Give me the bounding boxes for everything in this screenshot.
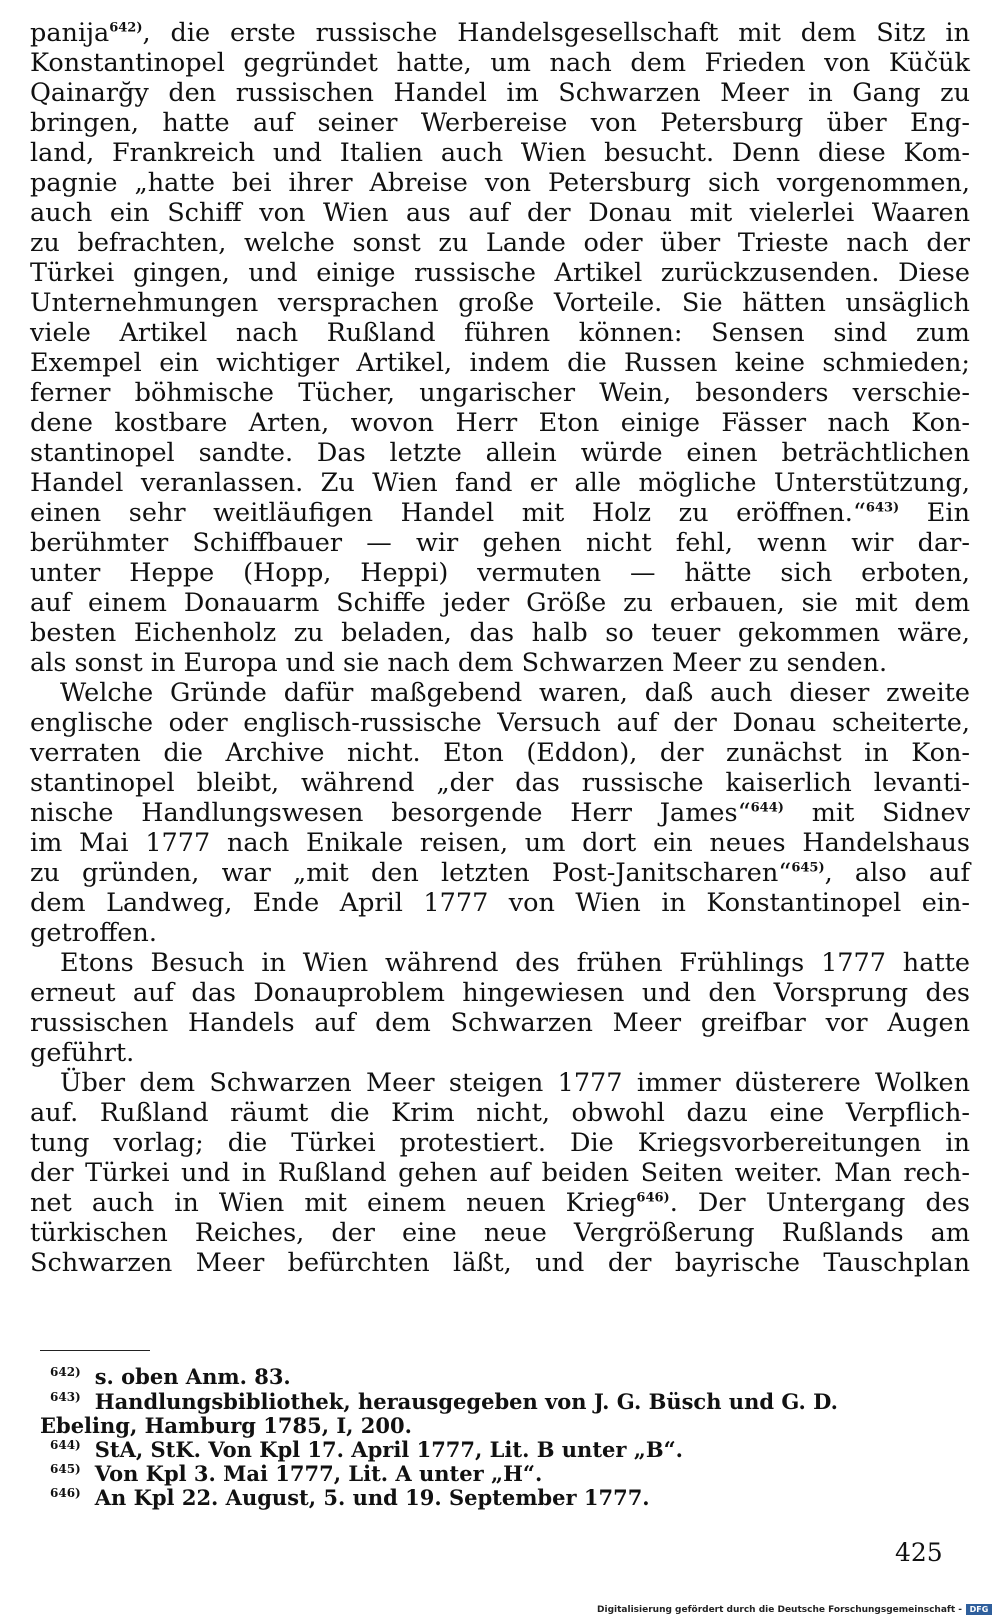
text-line: türkischen Reiches, der eine neue Vergrößerung Rußlands am xyxy=(30,1218,970,1248)
footnote-number: 643) xyxy=(50,1390,81,1404)
text-line: auch ein Schiff von Wien aus auf der Donau mit vielerlei Waaren xyxy=(30,198,970,228)
text-line: getroffen. xyxy=(30,918,157,948)
text-line: Etons Besuch in Wien während des frühen Frühlings 1777 hatte xyxy=(60,948,970,978)
footnote: $^{642)}$ s. oben Anm. 83. xyxy=(50,1364,291,1389)
document-page xyxy=(30,10,970,1610)
text-line: Exempel ein wichtiger Artikel, indem die Russen keine schmieden; xyxy=(30,348,970,378)
footnote-ref-642[interactable]: 642) xyxy=(109,20,143,36)
text-line: net auch in Wien mit einem neuen Krieg$^{646)}$. Der Untergang des xyxy=(30,1188,970,1218)
text-line: Türkei gingen, und einige russische Artikel zurückzusenden. Diese xyxy=(30,258,970,288)
text-line: Handel veranlassen. Zu Wien fand er alle mögliche Unterstützung, xyxy=(30,468,970,498)
text-line: nische Handlungswesen besorgende Herr James“$^{644)}$ mit Sidnev xyxy=(30,798,970,828)
footnote-divider xyxy=(40,1350,150,1351)
text-line: Über dem Schwarzen Meer steigen 1777 immer düsterere Wolken xyxy=(60,1068,970,1098)
page-number: 425 xyxy=(895,1538,943,1567)
text-line: zu befrachten, welche sonst zu Lande oder über Trieste nach der xyxy=(30,228,970,258)
footnote-continuation: Ebeling, Hamburg 1785, I, 200. xyxy=(40,1413,412,1438)
text-line: Konstantinopel gegründet hatte, um nach dem Frieden von Küčük xyxy=(30,48,970,78)
text-line: Welche Gründe dafür maßgebend waren, daß auch dieser zweite xyxy=(60,678,970,708)
text-line: dene kostbare Arten, wovon Herr Eton einige Fässer nach Kon- xyxy=(30,408,970,438)
dfg-logo: DFG xyxy=(966,1604,992,1615)
text-line: dem Landweg, Ende April 1777 von Wien in Konstantinopel ein- xyxy=(30,888,970,918)
text-line: zu gründen, war „mit den letzten Post-Janitscharen“$^{645)}$, also auf xyxy=(30,858,970,888)
text-line: stantinopel sandte. Das letzte allein würde einen beträchtlichen xyxy=(30,438,970,468)
footnote: $^{646)}$ An Kpl 22. August, 5. und 19. September 1777. xyxy=(50,1485,650,1510)
footnote: $^{645)}$ Von Kpl 3. Mai 1777, Lit. A unter „H“. xyxy=(50,1461,543,1486)
text-line: im Mai 1777 nach Enikale reisen, um dort ein neues Handelshaus xyxy=(30,828,970,858)
footnote: $^{643)}$ Handlungsbibliothek, herausgegeben von J. G. Büsch und G. D. xyxy=(50,1389,838,1414)
text-line: einen sehr weitläufigen Handel mit Holz zu eröffnen.“$^{643)}$ Ein xyxy=(30,498,970,528)
text-line: als sonst in Europa und sie nach dem Schwarzen Meer zu senden. xyxy=(30,648,888,678)
text-line: unter Heppe (Hopp, Heppi) vermuten — hätte sich erboten, xyxy=(30,558,970,588)
footnote-number: 645) xyxy=(50,1462,81,1476)
text-line: erneut auf das Donauproblem hingewiesen und den Vorsprung des xyxy=(30,978,970,1008)
text-line: russischen Handels auf dem Schwarzen Meer greifbar vor Augen xyxy=(30,1008,970,1038)
footnote-number: 642) xyxy=(50,1365,81,1379)
text-line: stantinopel bleibt, während „der das russische kaiserlich levanti- xyxy=(30,768,970,798)
footnote-ref-643[interactable]: 643) xyxy=(865,500,900,516)
text-line: der Türkei und in Rußland gehen auf beiden Seiten weiter. Man rech- xyxy=(30,1158,970,1188)
text-line: Unternehmungen versprachen große Vorteile. Sie hätten unsäglich xyxy=(30,288,970,318)
text-line: Schwarzen Meer befürchten läßt, und der bayrische Tauschplan xyxy=(30,1248,970,1278)
text-line: bringen, hatte auf seiner Werbereise von Petersburg über Eng- xyxy=(30,108,970,138)
text-line: Qainarğy den russischen Handel im Schwarzen Meer in Gang zu xyxy=(30,78,970,108)
text-line: pagnie „hatte bei ihrer Abreise von Petersburg sich vorgenommen, xyxy=(30,168,970,198)
text-line: panija$^{642)}$, die erste russische Handelsgesellschaft mit dem Sitz in xyxy=(30,18,970,48)
footnote-number: 646) xyxy=(50,1486,81,1500)
text-line: geführt. xyxy=(30,1038,135,1068)
text-line: auf. Rußland räumt die Krim nicht, obwohl dazu eine Verpflich- xyxy=(30,1098,970,1128)
footnote-ref-646[interactable]: 646) xyxy=(636,1190,670,1206)
text-line: viele Artikel nach Rußland führen können: Sensen sind zum xyxy=(30,318,970,348)
footnote-ref-645[interactable]: 645) xyxy=(791,860,825,876)
text-line: ferner böhmische Tücher, ungarischer Wein, besonders verschie- xyxy=(30,378,970,408)
text-line: tung vorlag; die Türkei protestiert. Die Kriegsvorbereitungen in xyxy=(30,1128,970,1158)
footnote-ref-644[interactable]: 644) xyxy=(750,800,784,816)
text-line: englische oder englisch-russische Versuch auf der Donau scheiterte, xyxy=(30,708,970,738)
text-line: land, Frankreich und Italien auch Wien besucht. Denn diese Kom- xyxy=(30,138,970,168)
footnote-number: 644) xyxy=(50,1438,81,1452)
text-line: berühmter Schiffbauer — wir gehen nicht fehl, wenn wir dar- xyxy=(30,528,970,558)
digitization-credit: Digitalisierung gefördert durch die Deutsche Forschungsgemeinschaft - xyxy=(597,1605,962,1615)
footnote: $^{644)}$ StA, StK. Von Kpl 17. April 1777, Lit. B unter „B“. xyxy=(50,1437,683,1462)
text-line: verraten die Archive nicht. Eton (Eddon), der zunächst in Kon- xyxy=(30,738,970,768)
text-line: auf einem Donauarm Schiffe jeder Größe zu erbauen, sie mit dem xyxy=(30,588,970,618)
text-line: besten Eichenholz zu beladen, das halb so teuer gekommen wäre, xyxy=(30,618,970,648)
